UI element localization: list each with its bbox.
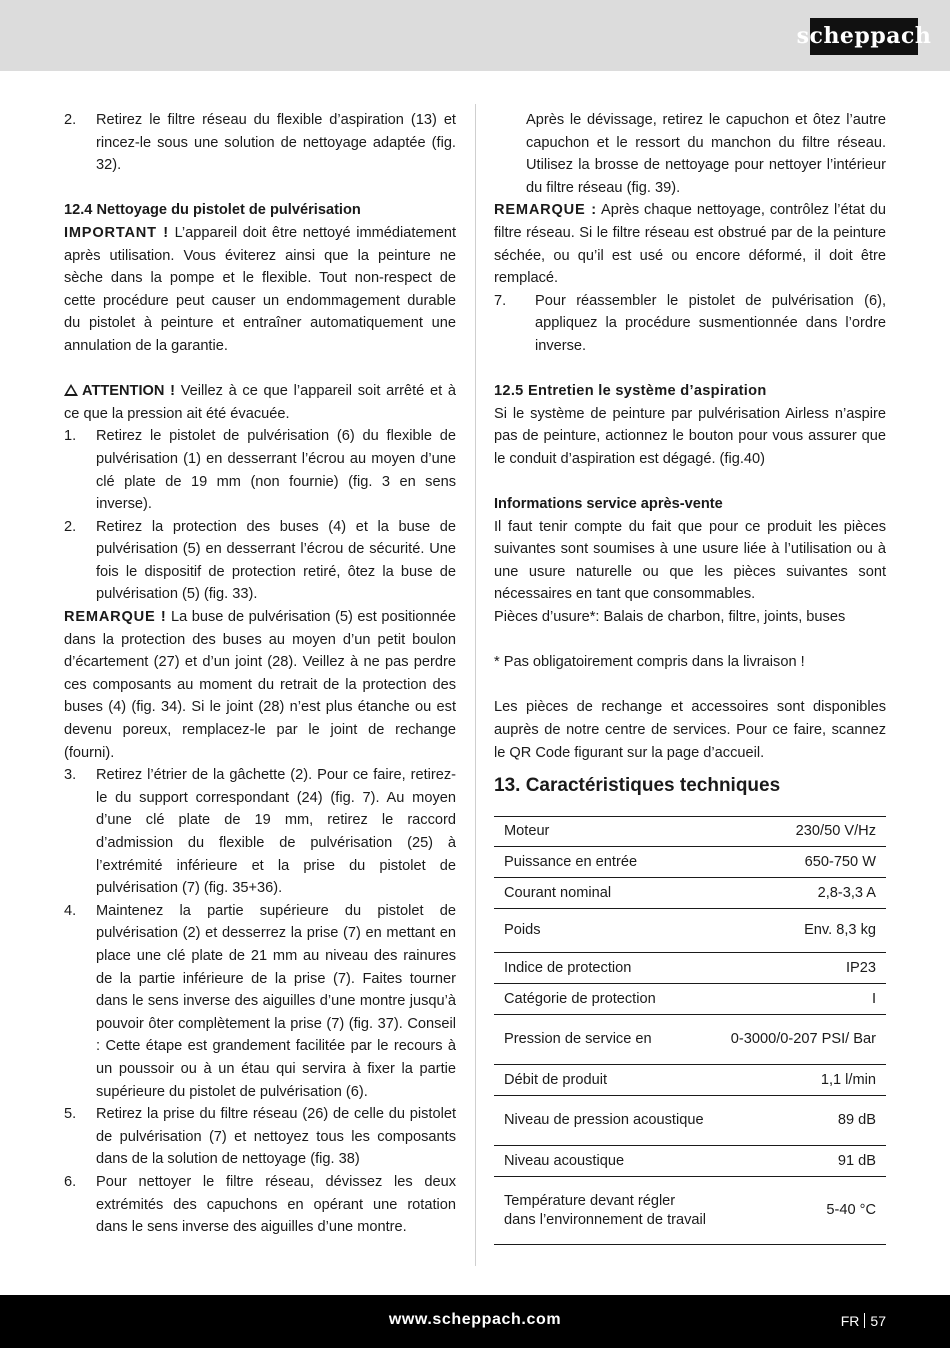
spec-value: 5-40 °C	[826, 1202, 876, 1219]
remarque-paragraph	[494, 199, 886, 289]
step-text: Pour nettoyer le filtre réseau, dévissez les deux extrémités des capuchons en opérant une rotation dans le sens inverse des aiguilles d’une montre.	[96, 1173, 456, 1236]
list-item	[64, 764, 456, 900]
step-text: Retirez l’étrier de la gâchette (2). Pour ce faire, retirez-le du support correspondant (24) (fig. 7). Au moyen d’une clé plate de 19 mm, retirez le raccord d’admission du flexible de pulvérisation (25) à l’extrémité inférieure et la prise du pistolet de pulvérisation (7) (fig. 35+36).	[96, 767, 456, 897]
spec-value: 230/50 V/Hz	[795, 823, 876, 840]
footnote-text: * Pas obligatoirement compris dans la livraison !	[494, 654, 805, 671]
warning-icon	[64, 384, 78, 396]
scheppach-logo: scheppach	[810, 18, 918, 55]
header-bar	[0, 0, 950, 71]
step-number: 5.	[64, 1106, 77, 1123]
spare-parts-text: Les pièces de rechange et accessoires sont disponibles auprès de notre centre de services. Pour ce faire, scannez le QR Code figurant sur la page d’accueil.	[494, 699, 886, 761]
remarque-label: REMARQUE :	[494, 202, 597, 219]
spec-value: I	[871, 990, 876, 1007]
table-row	[494, 953, 886, 984]
spec-label: Indice de protection	[504, 959, 632, 976]
table-row	[494, 909, 886, 953]
step-number: 6.	[64, 1173, 77, 1190]
spec-label: Courant nominal	[504, 884, 612, 901]
list-item	[64, 900, 456, 1103]
important-label: IMPORTANT !	[64, 224, 169, 241]
table-row	[494, 1096, 886, 1146]
attention-text: Veillez à ce que l’appareil soit arrêté et à ce que la pression ait été évacuée.	[64, 383, 456, 422]
language-code: FR	[840, 1313, 860, 1329]
remarque-text: La buse de pulvérisation (5) est positionnée dans la protection des buses au moyen d’un petit boulon d’écartement (27) et d’un joint (28). Veillez à ne pas perdre ces composants au moment du retrait de la protection des buses (4) (fig. 34). Si le joint (28) n’est plus étanche ou est devenu poreux, remplacez-le par le joint de rechange (fourni).	[64, 609, 456, 761]
page-indicator	[841, 1310, 886, 1333]
step-number: 2.	[64, 518, 77, 535]
spec-value: IP23	[845, 959, 876, 976]
column-divider	[475, 104, 476, 1266]
step-6-continuation: Après le dévissage, retirez le capuchon et ôtez l’autre capuchon et le ressort du manchon du filtre réseau. Utilisez la brosse de nettoyage pour nettoyer l’intérieur du filtre réseau (fig. 39).	[526, 112, 886, 196]
remarque-text: Après chaque nettoyage, contrôlez l’état du filtre réseau. Si le filtre réseau est obstrué par de la peinture séchée, ou qu’il est usé ou encore déformé, il doit être remplacé.	[494, 202, 886, 287]
table-row	[494, 878, 886, 909]
spec-label: Poids	[504, 922, 541, 939]
step-number: 2.	[64, 112, 77, 128]
spec-value: 0-3000/0-207 PSI/ Bar	[730, 1031, 876, 1048]
step-number: 3.	[64, 767, 77, 784]
important-text: L’appareil doit être nettoyé immédiatement après utilisation. Vous éviterez ainsi que la peinture ne sèche dans la pompe et le flexible. Tout non-respect de cette procédure peut causer un endommagement durable du pistolet à peinture et entraîner automatiquement une annulation de la garantie.	[64, 224, 456, 354]
page-number: 57	[870, 1313, 886, 1329]
step-text: Maintenez la partie supérieure du pistolet de pulvérisation (2) et desserrez la prise (7) en mettant en place une clé plate de 21 mm au niveau des rainures de la partie inférieure de la prise (7). Faites tourner dans le sens inverse des aiguilles d’une montre jusqu’à pouvoir ôter complètement la prise (7) (fig. 37). Conseil : Cette étape est grandement facilitée par le recours à un poussoir ou à un étau qui servira à fixer la partie supérieure du pistolet de pulvérisation (6).	[96, 902, 456, 1100]
step-number: 4.	[64, 902, 77, 919]
specs-table	[494, 816, 886, 1245]
spec-value: 650-750 W	[804, 853, 876, 870]
step-text: Retirez la prise du filtre réseau (26) de celle du pistolet de pulvérisation (7) et nettoyez tous les composants dans de la solution de nettoyage (fig. 38)	[96, 1106, 456, 1168]
spec-label: Débit de produit	[504, 1071, 608, 1088]
step-text: Retirez le pistolet de pulvérisation (6) du flexible de pulvérisation (1) en desserrant l’écrou au moyen d’une clé plate de 19 mm (non fournie) (fig. 3 en sens inverse).	[96, 428, 456, 513]
list-item	[64, 109, 456, 177]
table-row	[494, 817, 886, 847]
list-item	[64, 425, 456, 515]
list-item	[494, 290, 886, 358]
table-row	[494, 984, 886, 1015]
spec-label: Pression de service en	[504, 1031, 652, 1048]
list-item	[64, 516, 456, 606]
step-text: Pour réassembler le pistolet de pulvérisation (6), appliquez la procédure susmentionnée dans l’ordre inverse.	[535, 292, 886, 354]
table-row	[494, 1146, 886, 1177]
page-separator	[864, 1313, 865, 1328]
spec-value: 1,1 l/min	[820, 1071, 876, 1088]
spec-label: Moteur	[504, 823, 550, 840]
section-13-title: 13. Caractéristiques techniques	[494, 775, 781, 797]
service-text: Il faut tenir compte du fait que pour ce produit les pièces suivantes sont soumises à une usure liée à l’utilisation ou à une usure naturelle ou que les pièces suivantes sont nécessaires en tant que consommables.	[494, 518, 886, 603]
table-row	[494, 1015, 886, 1065]
table-row	[494, 1177, 886, 1245]
important-paragraph	[64, 222, 456, 358]
remarque-paragraph	[64, 606, 456, 764]
remarque-label: REMARQUE !	[64, 609, 167, 626]
spec-value: 2,8-3,3 A	[817, 884, 876, 901]
section-12-4-title: 12.4 Nettoyage du pistolet de pulvérisation	[64, 202, 361, 219]
attention-label: ATTENTION !	[82, 383, 175, 400]
spec-label: Niveau de pression acoustique	[504, 1112, 704, 1129]
right-column	[494, 109, 886, 1245]
spec-label: Puissance en entrée	[504, 853, 638, 870]
step-number: 7.	[494, 292, 507, 309]
spec-label: Niveau acoustique	[504, 1152, 625, 1169]
website-link[interactable]: www.scheppach.com	[388, 1311, 562, 1328]
table-row	[494, 1065, 886, 1096]
attention-paragraph	[64, 380, 456, 425]
section-12-5-text: Si le système de peinture par pulvérisation Airless n’aspire pas de peinture, actionnez le bouton pour vous assurer que le conduit d’aspiration est dégagé. (fig.40)	[494, 405, 886, 467]
list-item	[64, 1171, 456, 1239]
spec-value: 89 dB	[837, 1112, 876, 1129]
spec-value: Env. 8,3 kg	[804, 922, 876, 939]
section-12-5-title: 12.5 Entretien le système d’aspiration	[494, 383, 767, 400]
step-text: Retirez le filtre réseau du flexible d’aspiration (13) et rincez-le sous une solution de nettoyage adaptée (fig. 32).	[96, 112, 456, 174]
footer-bar	[0, 1295, 950, 1348]
spec-label: Catégorie de protection	[504, 990, 656, 1007]
step-text: Retirez la protection des buses (4) et la buse de pulvérisation (5) en desserrant l’écrou de sécurité. Une fois le dispositif de protection retiré, ôtez la buse de pulvérisation (5) (fig. 33).	[96, 518, 456, 603]
list-item	[64, 1103, 456, 1171]
service-title: Informations service après-vente	[494, 496, 723, 513]
table-row	[494, 847, 886, 878]
spec-label: Température devant régler dans l’environnement de travail	[504, 1192, 706, 1228]
wear-parts-text: Pièces d’usure*: Balais de charbon, filtre, joints, buses	[494, 609, 846, 626]
left-column	[64, 109, 456, 1239]
spec-value: 91 dB	[837, 1152, 876, 1169]
step-number: 1.	[64, 428, 77, 445]
